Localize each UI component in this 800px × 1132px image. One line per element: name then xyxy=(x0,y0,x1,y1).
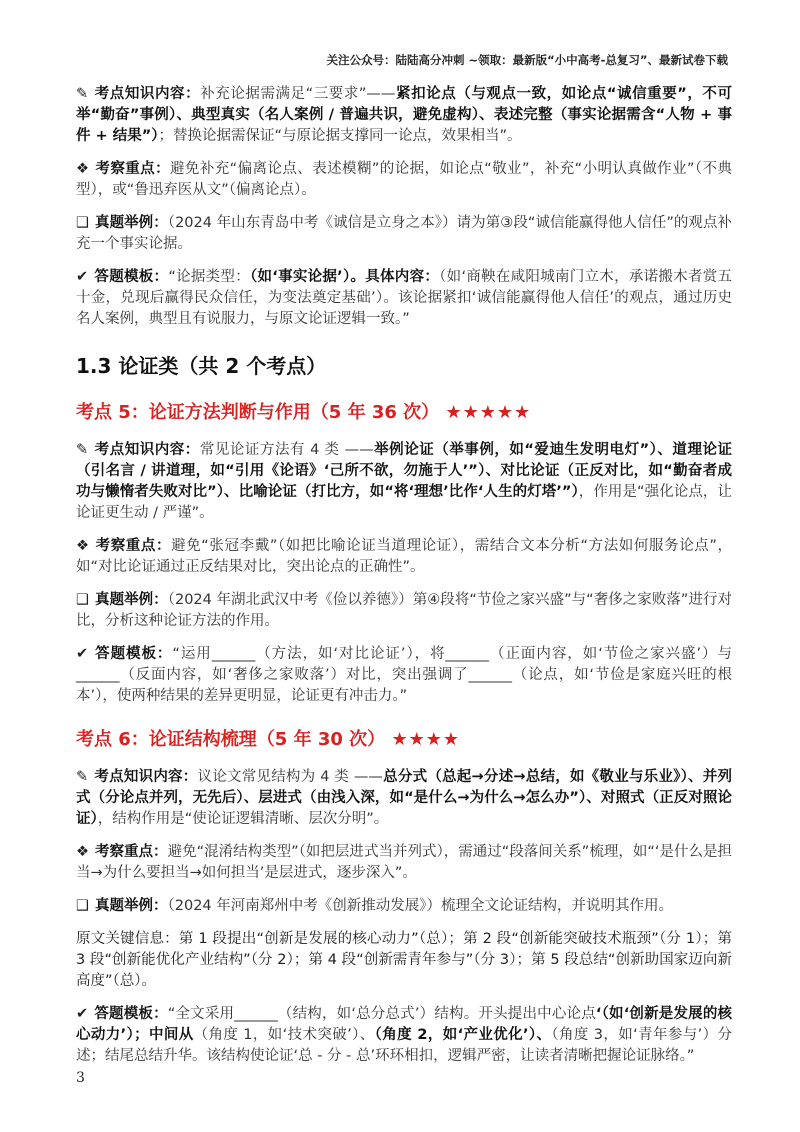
star-icon: ★★★★★ xyxy=(445,402,532,423)
diamond-icon: ❖ xyxy=(76,538,90,554)
template-paragraph: ✔ 答题模板：“运用______（方法，如‘对比论证’），将______（正面内容，如‘节俭之家兴盛’）与______（反面内容，如‘奢侈之家败落’）对比，突出强调了______（论点，如‘节俭是家庭兴旺的根本’），使两种结果的差异更明显，论证更有冲击力。” xyxy=(76,646,732,704)
template-paragraph: ✔ 答题模板：“全文采用______（结构，如‘总分总式’）结构。开头提出中心论点‘（如‘创新是发展的核心动力’）；中间从（角度 1，如‘技术突破’）、（角度 2，如‘产业优化’）、（角度 3，如‘青年参与’）分述；结尾总结升华。该结构使论证‘总 - 分 - 总’环环相扣，逻辑严密，让读者清晰把握论证脉络。” xyxy=(76,1006,733,1064)
example-paragraph: ❑ 真题举例：（2024 年湖北武汉中考《俭以养德》）第④段将“节俭之家兴盛”与“奢侈之家败落”进行对比，分析这种论证方法的作用。 xyxy=(76,592,733,629)
page-header: 关注公众号：陆陆高分冲刺 ~领取：最新版“小中高考-总复习”、最新试卷下载 xyxy=(326,53,728,67)
example-paragraph: ❑ 真题举例：（2024 年山东青岛中考《诚信是立身之本》）请为第③段“诚信能赢得他人信任”的观点补充一个事实论据。 xyxy=(76,215,733,252)
template-paragraph: ✔ 答题模板：“论据类型：（如‘事实论据’）。具体内容：（如‘商鞅在咸阳城南门立木，承诺搬木者赏五十金，兑现后赢得民众信任，为变法奠定基础’）。该论据紧扣‘诚信能赢得他人信任’的观点，通过历史名人案例，典型且有说服力，与原文论证逻辑一致。” xyxy=(76,269,733,327)
knowledge-paragraph: ✎ 考点知识内容：常见论证方法有 4 类 ——举例论证（举事例，如“爱迪生发明电灯”）、道理论证（引名言 / 讲道理，如“引用《论语》‘己所不欲，勿施于人’”）、对比论证（正反对比，如“勤奋者成功与懒惰者失败对比”）、比喻论证（打比方，如“将‘理想’比作‘人生的灯塔’”），作用是“强化论点，让论证更生动 / 严谨”。 xyxy=(76,442,732,521)
pencil-icon: ✎ xyxy=(76,442,89,458)
source-info-paragraph: 原文关键信息：第 1 段提出“创新是发展的核心动力”（总）；第 2 段“创新能突破技术瓶颈”（分 1）；第 3 段“创新能优化产业结构”（分 2）；第 4 段“创新需青年参与”（分 3）；第 5 段总结“创新助国家迈向新高度”（总）。 xyxy=(76,931,732,989)
pencil-icon: ✎ xyxy=(76,86,89,102)
knowledge-paragraph: ✎ 考点知识内容：议论文常见结构为 4 类 ——总分式（总起→分述→总结，如《敬业与乐业》）、并列式（分论点并列，无先后）、层进式（由浅入深，如“是什么→为什么→怎么办”）、对照式（正反对照论证），结构作用是“使论证逻辑清晰、层次分明”。 xyxy=(76,769,733,827)
diamond-icon: ❖ xyxy=(76,844,90,860)
knowledge-paragraph: ✎ 考点知识内容：补充论据需满足“三要求”——紧扣论点（与观点一致，如论点“诚信重要”，不可举“勤奋”事例）、典型真实（名人案例 / 普遍共识，避免虚构）、表述完整（事实论据需含“人物 + 事件 + 结果”）；替换论据需保证“与原论据支撑同一论点，效果相当”。 xyxy=(76,86,733,144)
pencil-icon: ✎ xyxy=(76,769,89,785)
kp5-title: 考点 5：论证方法判断与作用（5 年 36 次） ★★★★★ xyxy=(76,402,532,423)
check-icon: ✔ xyxy=(76,269,89,285)
check-icon: ✔ xyxy=(76,1006,89,1022)
page-number: 3 xyxy=(76,1070,85,1086)
focus-paragraph: ❖ 考察重点：避免补充“偏离论点、表述模糊”的论据，如论点“敬业”，补充“小明认真做作业”（不典型），或“鲁迅弃医从文”（偏离论点）。 xyxy=(76,161,733,198)
section-title: 1.3 论证类（共 2 个考点） xyxy=(76,354,327,378)
star-icon: ★★★★ xyxy=(391,729,460,750)
check-icon: ✔ xyxy=(76,646,89,662)
diamond-icon: ❖ xyxy=(76,161,90,177)
focus-paragraph: ❖ 考察重点：避免“张冠李戴”（如把比喻论证当道理论证），需结合文本分析“方法如何服务论点”，如“对比论证通过正反结果对比，突出论点的正确性”。 xyxy=(76,538,733,575)
square-icon: ❑ xyxy=(76,898,89,914)
square-icon: ❑ xyxy=(76,592,89,608)
focus-paragraph: ❖ 考察重点：避免“混淆结构类型”（如把层进式当并列式），需通过“段落间关系”梳理，如“‘是什么是担当→为什么要担当→如何担当’是层进式，逐步深入”。 xyxy=(76,844,733,881)
square-icon: ❑ xyxy=(76,215,89,231)
example-paragraph: ❑ 真题举例：（2024 年河南郑州中考《创新推动发展》）梳理全文论证结构，并说明其作用。 xyxy=(76,898,674,914)
page-content xyxy=(76,84,732,1079)
kp6-title: 考点 6：论证结构梳理（5 年 30 次） ★★★★ xyxy=(76,729,460,750)
